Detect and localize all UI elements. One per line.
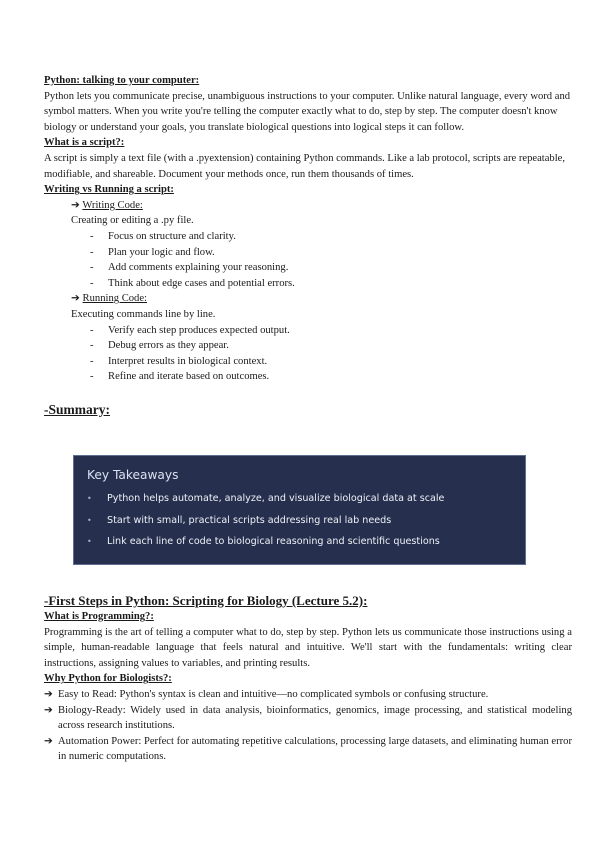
lecture-heading: -First Steps in Python: Scripting for Biology (Lecture 5.2): (44, 593, 368, 608)
key-takeaways-box (73, 455, 526, 565)
intro-body: Python lets you communicate precise, unambiguous instructions to your computer. Unlike natural language, every word and symbol matters. When you write you're telling the computer exactly what to do, step by step. The computer doesn't know biology or understand your goals, you translate biological questions into logical steps it can follow. (44, 90, 571, 133)
writing-code-line (44, 198, 572, 214)
arrow-icon: ➔ (44, 688, 53, 700)
why-python-heading: Why Python for Biologists?: (44, 673, 172, 685)
script-heading: What is a script?: (44, 137, 125, 149)
running-code-label: Running Code: (82, 293, 147, 305)
arrow-icon: ➔ (44, 735, 53, 747)
key-takeaways-list (87, 492, 444, 557)
running-code-desc: Executing commands line by line. (71, 308, 216, 320)
writing-vs-running-heading: Writing vs Running a script: (44, 184, 174, 196)
why-item-text: Automation Power: Perfect for automating repetitive calculations, processing large datasets, and eliminating human error in numeric computations. (58, 735, 572, 763)
list-item: - Refine and iterate based on outcomes. (90, 369, 572, 385)
script-body: A script is simply a text file (with a .pyextension) containing Python commands. Like a lab protocol, scripts are repeatable, modifiable, and shareable. Document your methods once, run them thousands of times. (44, 152, 566, 180)
why-item-text: Easy to Read: Python's syntax is clean and intuitive—no complicated symbols or confusing structure. (58, 688, 489, 700)
list-item: - Focus on structure and clarity. (90, 229, 572, 245)
list-item: - Interpret results in biological context. (90, 354, 572, 370)
takeaway-item: • Link each line of code to biological reasoning and scientific questions (87, 535, 444, 557)
programming-body: Programming is the art of telling a computer what to do, step by step. Python lets us communicate those instructions using a simple, human-readable language that feels natural and intuitive. We'll start with the fundamentals: writing clear instructions, assigning values to variables, and printing results. (44, 626, 572, 669)
why-item-text: Biology-Ready: Widely used in data analysis, bioinformatics, genomics, image processing, and statistical modeling across research institutions. (58, 704, 572, 732)
arrow-icon: ➔ (71, 293, 80, 305)
programming-heading: What is Programming?: (44, 611, 154, 622)
running-code-line (44, 291, 572, 307)
intro-heading: Python: talking to your computer: (44, 75, 200, 86)
why-item (44, 687, 572, 703)
arrow-icon: ➔ (71, 199, 80, 211)
list-item: - Verify each step produces expected output. (90, 323, 572, 339)
list-item: - Think about edge cases and potential errors. (90, 276, 572, 292)
writing-code-list (44, 229, 572, 291)
takeaway-item: • Start with small, practical scripts addressing real lab needs (87, 514, 444, 536)
list-item: - Add comments explaining your reasoning. (90, 260, 572, 276)
notes-page (44, 73, 572, 419)
writing-code-desc: Creating or editing a .py file. (71, 215, 194, 227)
takeaway-item: • Python helps automate, analyze, and visualize biological data at scale (87, 492, 444, 514)
running-code-list (44, 323, 572, 385)
lecture-section (44, 593, 572, 765)
why-item (44, 703, 572, 734)
arrow-icon: ➔ (44, 704, 53, 716)
why-item (44, 734, 572, 765)
summary-heading: -Summary: (44, 401, 110, 417)
list-item: - Plan your logic and flow. (90, 245, 572, 261)
writing-code-label: Writing Code: (82, 199, 143, 211)
key-takeaways-title: Key Takeaways (87, 468, 179, 482)
list-item: - Debug errors as they appear. (90, 338, 572, 354)
